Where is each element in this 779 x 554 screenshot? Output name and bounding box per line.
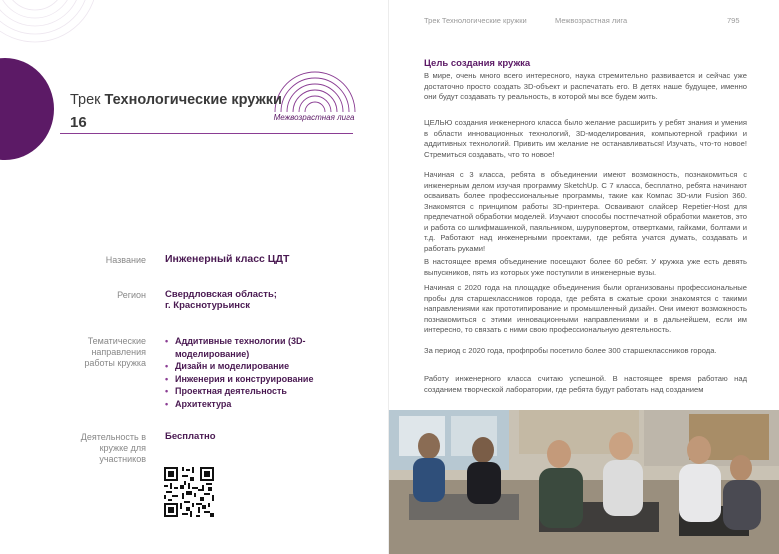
region-line-1: Свердловская область; [165, 289, 277, 300]
direction-item: • Архитектура [165, 398, 370, 411]
qr-code[interactable] [164, 467, 214, 517]
paragraph: Работу инженерного класса считаю успешной. В настоящее время работаю над созданием творческой лаборатории, где ребята будут работать над созданием [424, 374, 747, 394]
direction-item: • Инженерия и конструирование [165, 373, 370, 386]
section-title: Цель создания кружка [424, 58, 531, 69]
direction-item: • Проектная деятельность [165, 385, 370, 398]
direction-item: • Дизайн и моделирование [165, 360, 370, 373]
purple-circle-decoration [0, 58, 54, 160]
directions-label: Тематические направления работы кружка [84, 336, 146, 368]
paragraph: За период с 2020 года, профпробы посетило более 300 старшеклассников города. [424, 346, 717, 355]
left-page [0, 0, 389, 554]
paragraph: Начиная с 3 класса, ребята в объединении имеют возможность, познакомиться с инженерным делом изучая программу SketchUp. С 7 класса, бесплатно, ребята начинают осваивать более профессиональные программы, такие как Компас 3D-или Fusion 360. Знакомятся с принципом работы 3D-принтера. Осваивают слайсер Repetier-Host для предпечатной обработки моделей. Изучают способы постпечатной обработки макетов, это и работа со шлифмашинкой, паяльником, шуруповертом, отвертками, гайками, болтами и т.д. Работают над инженерными проектами, где ребята учатся думать, создавать и работать руками! [424, 170, 747, 253]
track-number: 16 [70, 114, 87, 131]
running-header-league: Межвозрастная лига [555, 16, 628, 25]
paragraph: В мире, очень много всего интересного, наука стремительно развивается и сейчас уже достаточно просто создать 3D-объект и распечатать его. В детях наше будущее, именно они будут создавать ту реальность, в которой мы все будем жить. [424, 71, 747, 101]
league-arcs-logo [270, 68, 360, 118]
header-arcs-decoration [0, 0, 260, 50]
paragraph: ЦЕЛЬЮ создания инженерного класса было желание расширить у ребят знания и умения в области инновационных технологий, 3D-моделирования, компьютерной графики и аддитивных технологий. Привить им желание не останавливаться! Изучать, что-то новое! Стремиться создавать, что то новое! [424, 118, 747, 159]
page-number: 795 [727, 16, 740, 25]
track-prefix: Трек [70, 92, 101, 108]
league-label: Межвозрастная лига [273, 113, 355, 122]
directions-list [165, 335, 370, 410]
region-value [165, 289, 370, 311]
fee-value: Бесплатно [165, 431, 216, 442]
classroom-photo [389, 410, 779, 554]
title-divider [60, 133, 353, 134]
region-label: Регион [117, 290, 146, 300]
fee-label: Деятельность в кружке для участников [80, 432, 146, 464]
paragraph: Начиная с 2020 года на площадке объединения были организованы профессиональные пробы для старшеклассников города, где ребята в сжатые сроки знакомятся с такими направлениями как прототипирование и промышленный дизайн. Они имеют возможность познакомиться с этими инновационными направлениями и в дальнейшем, если им интересно, то связать с ними свою профессиональную деятельность. [424, 283, 747, 334]
track-name: Технологические кружки [104, 92, 282, 108]
name-label: Название [105, 255, 146, 265]
direction-item: • Аддитивные технологии (3D-моделирование) [165, 335, 370, 360]
region-line-2: г. Краснотурьинск [165, 300, 251, 311]
running-header-track: Трек Технологические кружки [424, 16, 527, 25]
paragraph: В настоящее время объединение посещают более 60 ребят. У кружка уже есть девять выпускников, пять из которых уже поступили в инженерные вузы. [424, 257, 747, 277]
name-value: Инженерный класс ЦДТ [165, 253, 290, 265]
track-title [70, 92, 282, 108]
